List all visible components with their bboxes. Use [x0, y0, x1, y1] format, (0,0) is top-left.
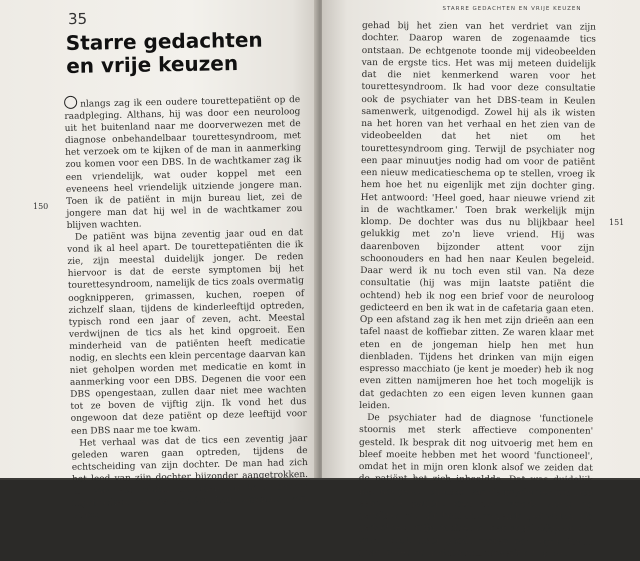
paragraph: De psychiater had de diagnose 'functionele stoornis met sterk affectieve componenten' gesteld. Ik besprak dit nog uitvoerig met hem en bleef moeite hebben met het woord 'functioneel', omdat het in mijn oren klonk alsof we zeiden dat de patiënt het zich inbeeldde. Dat was duidelijk niet het geval, en daar was de psychiater het mee eens: de patiënt leed nog steeds onder de gevolgen van zijn heel stresserende gedachten. De gedachten, 'mijn dochter is diep ongelukkig en het komt nooit meer goed', waren een eigen leven gaan leiden en hadden hun uitwerking op het	[358, 413, 594, 560]
paragraph	[64, 91, 303, 232]
paragraph: gehad bij het zien van het verdriet van zijn dochter. Daarop waren de zogenaamde tics ontstaan. De echtgenote toonde mij videobeelden van de ergste tics. Het was mij meteen duidelijk dat die niet kenmerkend waren voor het tourettesyndroom. Ik had voor deze consultatie ook de psychiater van het DBS-team in Keulen samenwerk, uitgenodigd. Zowel hij als ik wisten na het horen van het verhaal en het zien van de videobeelden dat het niet om het tourettesyndroom ging. Terwijl de psychiater nog een paar minuutjes nodig had om voor de patiënt een nieuw medicatieschema op te stellen, vroeg ik hem hoe het nu eigenlijk met zijn dochter ging. Het antwoord: 'Heel goed, haar nieuwe vriend zit in de wachtkamer.' Toen brak werkelijk mijn klomp. De dochter was dus nu blijkbaar heel gelukkig met zo'n lieve vriend. Hij was daarenboven bijzonder attent voor zijn schoonouders en had hen naar Keulen begeleid. Daar werd ik nu toch even stil van. Na deze consultatie (hij was mijn laatste patiënt die ochtend) heb ik nog een brief voor de neuroloog gedicteerd en ben ik wat in de cafetaria gaan eten. Op een afstand zag ik hen met zijn drieën aan een tafel naast de koffiebar zitten. Ze waren klaar met eten en de jongeman hielp hen met hun dienbladen. Tijdens het drinken van mijn eigen espresso macchiato (je kent je moeder) heb ik nog even zitten namijmeren hoe het toch mogelijk is dat gedachten zo een eigen leven kunnen gaan leiden.	[359, 20, 596, 411]
right-page	[322, 0, 640, 560]
paragraph: Het verhaal was dat de tics een zeventig jaar geleden waren gaan optreden, tijdens de echtscheiding van zijn dochter. De man had zich het leed van zijn dochter bijzonder aangetrokken. Zij was een vijftal maanden bij haar ouders ingetrokken, en de patiënt had bijzonder veel stress	[71, 433, 309, 522]
page-number-right: 151	[609, 218, 625, 227]
paragraph-text: nlangs zag ik een oudere tourettepatiënt op de raadpleging. Althans, hij was door een neuroloog uit het buitenland naar me doorverwezen met de diagnose onbehandelbaar tourettesyndroom, met het verzoek om te kijken of de man in aanmerking zou komen voor een DBS. In de wachtkamer zag ik een vriendelijk, wat ouder koppel met een eveneens heel vriendelijk uitziende jongere man. Toen ik de patiënt in mijn bureau liet, zei de jongere man dat hij wel in de wachtkamer zou blijven wachten.	[64, 95, 303, 231]
running-head: STARRE GEDACHTEN EN VRIJE KEUZEN	[442, 6, 582, 12]
left-page-body	[64, 91, 309, 522]
chapter-title: Starre gedachten en vrije keuzen	[65, 27, 263, 79]
left-page	[0, 0, 318, 522]
page-number-left: 150	[33, 202, 49, 211]
chapter-number: 35	[67, 9, 88, 29]
paragraph: De patiënt was bijna zeventig jaar oud en dat vond ik al heel apart. De tourettepatiënten die ik zie, zijn meestal duidelijk jonger. De reden hiervoor is dat de eerste symptomen bij het tourettesyndroom, namelijk de tics zoals overmatig oogknipperen, grimassen, kuchen, roepen of zichzelf slaan, tijdens de kinderleeftijd optreden, typisch rond een jaar of zeven, acht. Meestal verdwijnen de tics als het kind opgroeit. Een minderheid van de patiënten heeft medicatie nodig, en slechts een klein percentage daarvan kan niet geholpen worden met medicatie en komt in aanmerking voor een DBS. Degenen die voor een DBS opengestaan, zullen daar niet mee wachten tot ze boven de vijftig zijn. Ik vond het dus ongewoon dat deze patiënt op deze leeftijd voor een DBS naar me toe kwam.	[67, 228, 307, 437]
drop-cap-o-icon	[64, 96, 77, 109]
right-page-body	[358, 20, 596, 560]
